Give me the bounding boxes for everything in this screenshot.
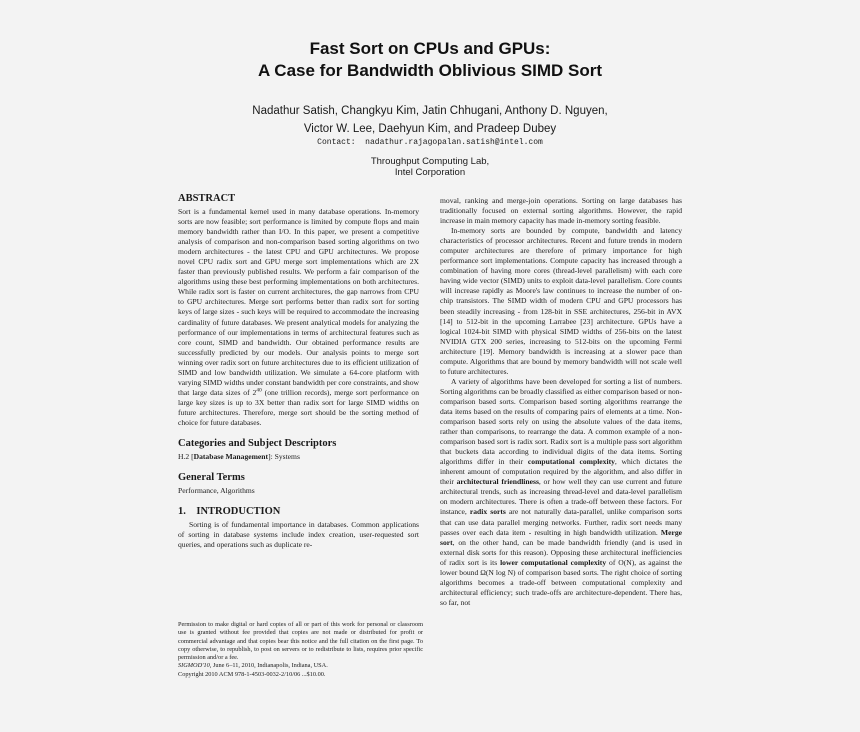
- venue-line: SIGMOD'10, June 6–11, 2010, Indianapolis, Indiana, USA.: [178, 662, 328, 670]
- affiliation: [0, 156, 860, 178]
- contact-email: Contact: nadathur.rajagopalan.satish@intel.com: [317, 138, 543, 147]
- title-line-2: A Case for Bandwidth Oblivious SIMD Sort: [257, 61, 603, 80]
- general-terms-heading: General Terms: [178, 472, 245, 484]
- affiliation-line-2: Intel Corporation: [394, 167, 466, 178]
- copyright-line: Copyright 2010 ACM 978-1-4503-0032-2/10/06 ...$10.00.: [178, 670, 326, 678]
- right-paragraph-0: moval, ranking and merge-join operations. Sorting on large databases has traditionally focused on external sorting algorithms. However, the rapid increase in main memory capacity has made in-memory sorting feasible.: [440, 196, 682, 226]
- right-paragraph-2: A variety of algorithms have been developed for sorting a list of numbers. Sorting algorithms can be broadly classified as either comparison based or non-comparison based sorts. Comparison based sorting algorithms rearrange the data items based on the results of comparing pairs of elements at a time. Non-comparison based sorts rely on using the absolute values of the data items, rather than comparisons, to rearrange the data. A common example of a non-comparison based sort is radix sort. Radix sort is a multiple pass sort algorithm that buckets data according to individual digits of the data items. Sorting algorithms differ in their computational complexity, which dictates the inherent amount of computation required by the algorithm, and also differ in their architectural friendliness, or how well they can use current and future architectural trends, such as increasing thread-level and data-level parallelism on modern architectures. There is often a trade-off between these factors. For instance, radix sorts are not naturally data-parallel, unlike comparison sorts that can use data parallel merging networks. Further, radix sort needs many passes over each data item - resulting in high bandwidth utilization. Merge sort, on the other hand, can be made bandwidth friendly (and is used in external disk sorts for this reason). Opposing these architectural inefficiencies of radix sort is its lower computational complexity of O(N), as against the lower bound Ω(N log N) of comparison based sorts. The right choice of sorting algorithms becomes a trade-off between computational complexity and architectural efficiency; such trade-offs are architecture-dependent. There has, so far, not: [440, 376, 682, 607]
- intro-paragraph: Sorting is of fundamental importance in databases. Common applications of sorting in database systems include index creation, user-requested sort queries, and operations such as duplicate re-: [178, 520, 419, 550]
- right-column: [440, 196, 682, 666]
- authors-line-2: Victor W. Lee, Daehyun Kim, and Pradeep Dubey: [303, 123, 557, 135]
- introduction-heading: 1. INTRODUCTION: [178, 506, 281, 518]
- footnote-text: Permission to make digital or hard copies of all or part of this work for personal or classroom use is granted without fee provided that copies are not made or distributed for profit or commercial advantage and that copies bear this notice and the full citation on the first page. To copy otherwise, to republish, to post on servers or to redistribute to lists, requires prior specific permission and/or a fee.: [178, 621, 423, 662]
- author-list: [0, 102, 860, 138]
- categories-heading: Categories and Subject Descriptors: [178, 438, 337, 450]
- abstract-text: Sort is a fundamental kernel used in many database operations. In-memory sorts are now feasible; sort performance is limited by compute flops and main memory bandwidth rather than I/O. In this paper, we present a competitive analysis of comparison and non-comparison based sorting algorithms on two modern architectures - the latest CPU and GPU architectures. We propose novel CPU radix sort and GPU merge sort implementations which are 2X faster than previously published results. We perform a fair comparison of the algorithms using these best performing implementations on both architectures. While radix sort is faster on current architectures, the gap narrows from CPU to GPU architectures. Merge sort performs better than radix sort for sorting keys of large sizes - such keys will be required to accommodate the increasing cardinality of future databases. We present analytical models for analyzing the performance of our implementations in terms of architectural features such as core count, SIMD and bandwidth. Our obtained performance results are successfully predicted by our models. Our analysis points to merge sort winning over radix sort on future architectures due to its efficient utilization of SIMD and low bandwidth utilization. We simulate a 64-core platform with varying SIMD widths under constant bandwidth per core constraints, and show that large data sizes of $2^{40}$ (one trillion records), merge sort performance on large key sizes is up to 3X better than radix sort for large SIMD widths on future architectures. Therefore, merge sort should be the sorting method of choice for future databases.: [178, 207, 419, 427]
- categories-text: H.2 [Database Management]: Systems: [178, 452, 300, 462]
- right-paragraph-1: In-memory sorts are bounded by compute, bandwidth and latency characteristics of processor architectures. Recent and future trends in modern computer architectures are therefore of primary importance for high performance sort implementations. Compute capacity has increased through a combination of having more cores (thread-level parallelism) with each core having wide vector (SIMD) units to exploit data-level parallelism. Core counts will increase rapidly as Moore's law continues to increase the number of on-chip transistors. The SIMD width of modern CPU and GPU processors has been steadily increasing - from 128-bit in SSE architectures, 256-bit in AVX [14] to 512-bit in the upcoming Larrabee [23] architecture. GPUs have a logical 1024-bit SIMD with physical SIMD widths of 256-bits on the latest NVIDIA GTX 200 series, increasing to 512-bits on the upcoming Fermi architecture [19]. Memory bandwidth is increasing at a slower pace than compute. Algorithms that are bound by memory bandwidth will not scale well to future architectures.: [440, 226, 682, 376]
- paper-title: [0, 38, 860, 82]
- title-line-1: Fast Sort on CPUs and GPUs:: [309, 39, 551, 58]
- authors-line-1: Nadathur Satish, Changkyu Kim, Jatin Chhugani, Anthony D. Nguyen,: [252, 105, 608, 117]
- general-terms-text: Performance, Algorithms: [178, 486, 255, 496]
- permission-footnote: [178, 621, 423, 679]
- affiliation-line-1: Throughput Computing Lab,: [370, 156, 490, 167]
- abstract-heading: ABSTRACT: [178, 193, 236, 204]
- exponent: 40: [256, 387, 262, 394]
